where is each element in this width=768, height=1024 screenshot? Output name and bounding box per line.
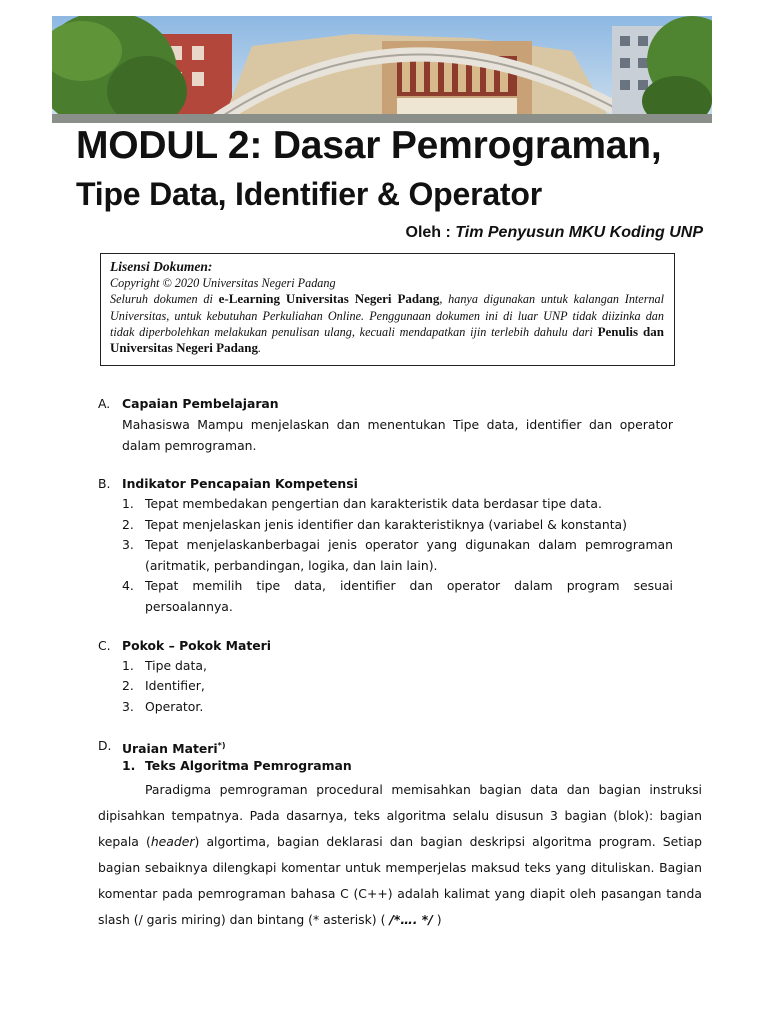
license-text-1: Seluruh dokumen di — [110, 292, 219, 307]
list-item — [122, 697, 673, 718]
main-content — [98, 394, 704, 933]
list-item — [122, 494, 673, 515]
subsection-heading — [122, 756, 704, 776]
section-b — [98, 474, 704, 618]
section-a-heading — [98, 394, 704, 414]
section-d — [98, 736, 704, 933]
item-text: Tepat membedakan pengertian dan karakteristik data berdasar tipe data. — [145, 496, 602, 511]
license-box — [100, 253, 675, 366]
section-a — [98, 394, 704, 456]
item-number: 3. — [122, 698, 134, 714]
item-number: 2. — [122, 516, 134, 532]
title-line-1: MODUL 2: Dasar Pemrograman, — [76, 124, 662, 167]
section-d-heading — [98, 736, 704, 756]
list-item — [122, 656, 673, 677]
item-text: Tepat menjelaskan jenis identifier dan karakteristiknya (variabel & konstanta) — [145, 516, 627, 532]
body-paragraph — [98, 777, 702, 933]
license-text — [110, 291, 664, 356]
license-copyright: Copyright © 2020 Universitas Negeri Padang — [110, 276, 336, 291]
body-italic: header — [150, 834, 195, 850]
license-bold-1: e-Learning Universitas Negeri Padang — [218, 291, 440, 307]
section-b-heading — [98, 474, 704, 494]
section-title: Pokok – Pokok Materi — [122, 637, 272, 653]
byline-author: Tim Penyusun MKU Koding UNP — [455, 224, 703, 241]
body-text-1: Paradigma pemrograman procedural memisahkan bagian data dan bagian instruksi dipisahkan tempatnya. Pada dasarnya, teks algoritma selalu disusun 3 bagian (blok): bagian kepala ( — [98, 782, 702, 850]
subsection-number: 1. — [122, 758, 136, 774]
list-item — [122, 515, 673, 536]
section-a-text: Mahasiswa Mampu menjelaskan dan menentukan Tipe data, identifier dan operator dalam pemrograman. — [122, 417, 673, 453]
item-number: 4. — [122, 578, 134, 594]
competency-list — [122, 494, 673, 618]
section-letter: A. — [98, 396, 111, 411]
section-letter: D. — [98, 738, 112, 754]
materials-list — [122, 656, 673, 718]
section-c — [98, 636, 704, 718]
license-bold-2: Penulis dan Universitas Negeri Padang — [110, 323, 664, 356]
byline-prefix: Oleh : — [405, 224, 456, 241]
banner-image — [52, 16, 712, 123]
section-title: Capaian Pembelajaran — [122, 396, 279, 411]
byline — [406, 224, 704, 242]
list-item — [122, 676, 673, 697]
list-item — [122, 535, 673, 576]
item-text: Tepat menjelaskanberbagai jenis operator yang digunakan dalam pemrograman (aritmatik, perbandingan, logika, dan lain lain). — [145, 537, 673, 573]
license-text-2: , hanya digunakan untuk kalangan Internal Universitas, untuk kebutuhan Perkuliahan Online. Penggunaan dokumen ini di luar UNP tidak diizinka dan tidak diperbolehkan melakukan penulisan ulang, kecuali mendapatkan ijin terlebih dahulu dari — [110, 292, 665, 339]
university-building-illustration — [52, 16, 712, 123]
item-number: 1. — [122, 657, 134, 673]
item-number: 2. — [122, 678, 134, 694]
page-title — [76, 124, 736, 216]
list-item — [122, 576, 673, 617]
title-line-2: Tipe Data, Identifier & Operator — [76, 176, 542, 212]
item-text: Operator. — [145, 698, 204, 714]
section-title-text: Uraian Materi — [122, 741, 218, 757]
comment-syntax: /*…. */ — [389, 912, 433, 928]
item-number: 1. — [122, 496, 134, 511]
section-letter: B. — [98, 476, 111, 491]
section-title: Indikator Pencapaian Kompetensi — [122, 476, 358, 491]
section-c-heading — [98, 636, 704, 656]
item-number: 3. — [122, 537, 134, 553]
footnote-marker: *) — [217, 741, 226, 751]
license-text-3: . — [258, 341, 262, 356]
item-text: Identifier, — [145, 678, 205, 694]
body-text-3: ) — [432, 912, 442, 928]
license-heading: Lisensi Dokumen: — [110, 259, 213, 274]
item-text: Tepat memilih tipe data, identifier dan operator dalam program sesuai persoalannya. — [145, 578, 673, 614]
section-letter: C. — [98, 637, 111, 653]
subsection-title: Teks Algoritma Pemrograman — [145, 758, 352, 774]
body-text-2: ) algortima, bagian deklarasi dan bagian deskripsi algoritma program. Setiap bagian sebaiknya dilengkapi komentar untuk memperjelas maksud teks yang dituliskan. Bagian komentar pada pemrograman bahasa C (C++) adalah kalimat yang diapit oleh pasangan tanda slash (/ garis miring) dan bintang (* asterisk) ( — [98, 834, 703, 928]
item-text: Tipe data, — [145, 657, 207, 673]
